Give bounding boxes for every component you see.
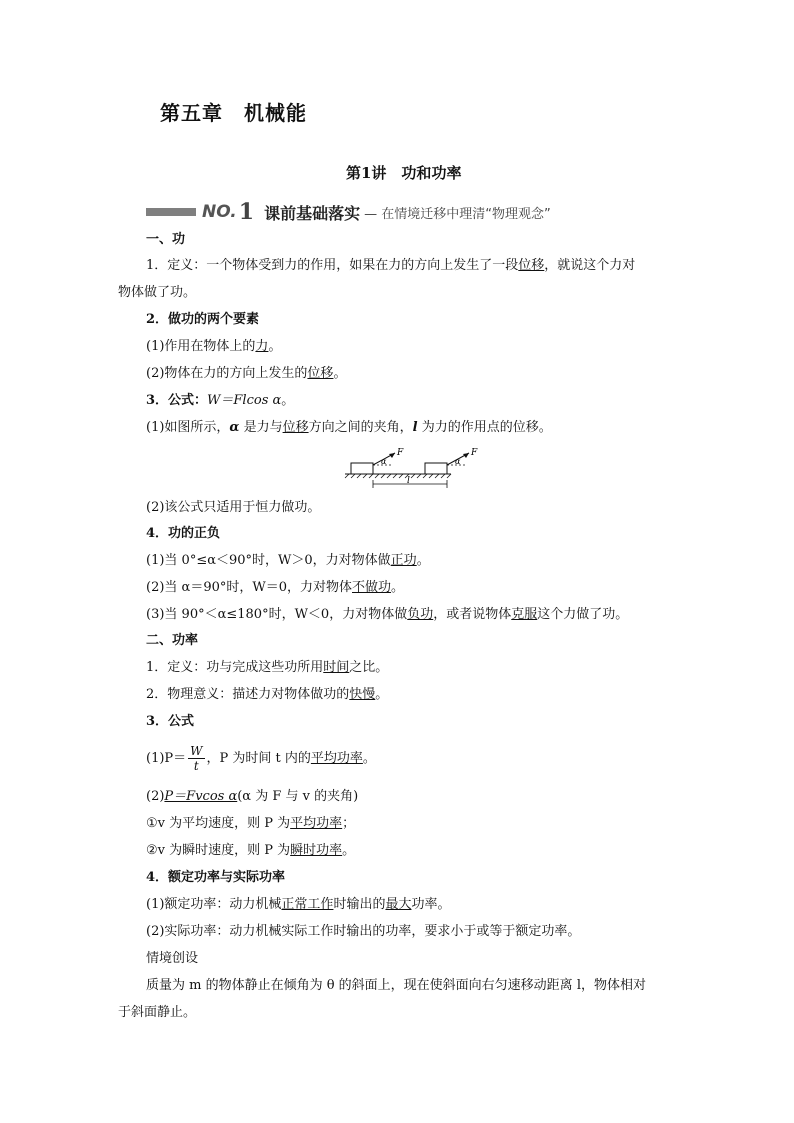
text: (2)物体在力的方向上发生的 [146,366,308,381]
denominator: t [193,759,199,773]
section-heading-power: 二、功率 [146,633,199,648]
text: (2)当 α＝90°时，W＝0，力对物体 [146,580,353,595]
text: (1)P＝ [146,751,187,766]
chapter-title: 第五章 机械能 [160,101,307,125]
block-end [425,463,447,474]
section-banner [146,200,551,224]
scenario-line-2: 于斜面静止。 [118,1005,197,1020]
text: 。 [375,687,389,702]
power-meaning [146,687,388,703]
angle-label-1: α [381,457,387,466]
banner-bar [146,208,196,216]
power-definition [146,660,388,676]
text: (1)当 0°≤α＜90°时，W＞0，力对物体做 [146,553,391,568]
fill-answer: 位移 [307,366,334,381]
fill-answer: 快慢 [349,687,376,702]
text: 。 [333,366,347,381]
banner-subtitle: — 在情境迁移中理清“物理观念” [364,206,551,222]
text: (α 为 F 与 v 的夹角) [237,789,359,804]
formula: W＝Flcos α [207,393,282,408]
power-formula-heading: 3．公式 [146,714,195,729]
power-case-1 [146,816,355,832]
text: 1．定义：一个物体受到力的作用，如果在力的方向上发生了一段 [146,258,519,273]
fill-answer: 瞬时功率 [290,843,343,858]
lesson-title: 第1讲 功和功率 [346,164,462,182]
block-start [351,463,373,474]
actual-power-line: (2)实际功率：动力机械实际工作时输出的功率，要求小于或等于额定功率。 [146,924,581,939]
text: 时输出的 [333,897,386,912]
element-2 [146,366,346,382]
work-definition [146,258,635,274]
text: 。 [416,553,430,568]
text: ②v 为瞬时速度，则 P 为 [146,843,291,858]
formula-note-1 [146,420,552,436]
text: ； [342,816,356,831]
text: 2．物理意义：描述力对物体做功的 [146,687,350,702]
banner-title: 课前基础落实 [264,203,361,223]
work-definition-line2: 物体做了功。 [118,285,197,300]
fill-answer: 最大 [385,897,412,912]
force-label-2: F [471,448,478,458]
fraction-w-over-t [188,744,204,773]
average-power-formula [146,744,376,773]
text: 。 [342,843,356,858]
work-formula [146,393,294,409]
two-elements-heading: 2．做功的两个要素 [146,312,260,327]
fill-answer: 负功 [407,607,434,622]
text: (3)当 90°＜α≤180°时，W＜0，力对物体做 [146,607,408,622]
banner-no-number: 1 [238,199,255,225]
text: 1．定义：功与完成这些功所用 [146,660,324,675]
text: ，或者说物体 [433,607,512,622]
text: 3．公式： [146,393,208,408]
fill-answer: 位移 [518,258,545,273]
sign-heading: 4．功的正负 [146,526,221,541]
sign-case-3 [146,607,628,623]
formula-note-2: (2)该公式只适用于恒力做功。 [146,500,321,515]
fill-answer: 克服 [511,607,538,622]
text: 。 [268,339,282,354]
text: 之比。 [349,660,389,675]
ground-hatch [345,474,451,478]
text: (1)额定功率：动力机械 [146,897,282,912]
rated-power-line [146,897,450,913]
scenario-line-1: 质量为 m 的物体静止在倾角为 θ 的斜面上，现在使斜面向右匀速移动距离 l，物体相对 [146,978,646,993]
text: 这个力做了功。 [537,607,629,622]
text: ①v 为平均速度，则 P 为 [146,816,291,831]
rated-power-heading: 4．额定功率与实际功率 [146,870,286,885]
element-1 [146,339,281,355]
fill-answer: 位移 [282,420,309,435]
text: 方向之间的夹角， [308,420,413,435]
text: (1)作用在物体上的 [146,339,256,354]
text: 为力的作用点的位移。 [417,420,552,435]
text: ，P 为时间 t 内的 [206,751,311,766]
fill-answer: 平均功率 [310,751,363,766]
fill-answer: 力 [255,339,269,354]
sign-case-1 [146,553,430,569]
fill-answer: P＝Fvcos α [164,789,238,804]
text: (2) [146,789,165,804]
fill-answer: 正功 [390,553,417,568]
angle-label-2: α [455,457,461,466]
sign-case-2 [146,580,404,596]
banner-no-label: NO. [202,202,237,222]
section-heading-work: 一、功 [146,232,186,247]
text: 。 [281,393,295,408]
instant-power-formula [146,789,358,805]
scenario-heading: 情境创设 [146,951,199,966]
fill-answer: 平均功率 [290,816,343,831]
displacement-label: l [407,476,410,486]
symbol: l [412,420,418,435]
text: (1)如图所示， [146,420,230,435]
text: 功率。 [411,897,451,912]
numerator: W [190,744,203,758]
fill-answer: 时间 [323,660,350,675]
symbol: α [229,420,240,435]
power-case-2 [146,843,355,859]
text: 。 [391,580,405,595]
fill-answer: 不做功 [352,580,392,595]
text: ，就说这个力对 [544,258,636,273]
force-displacement-figure [343,444,483,490]
force-label-1: F [397,448,404,458]
fill-answer: 正常工作 [281,897,334,912]
text: 是力与 [239,420,283,435]
text: 。 [362,751,376,766]
